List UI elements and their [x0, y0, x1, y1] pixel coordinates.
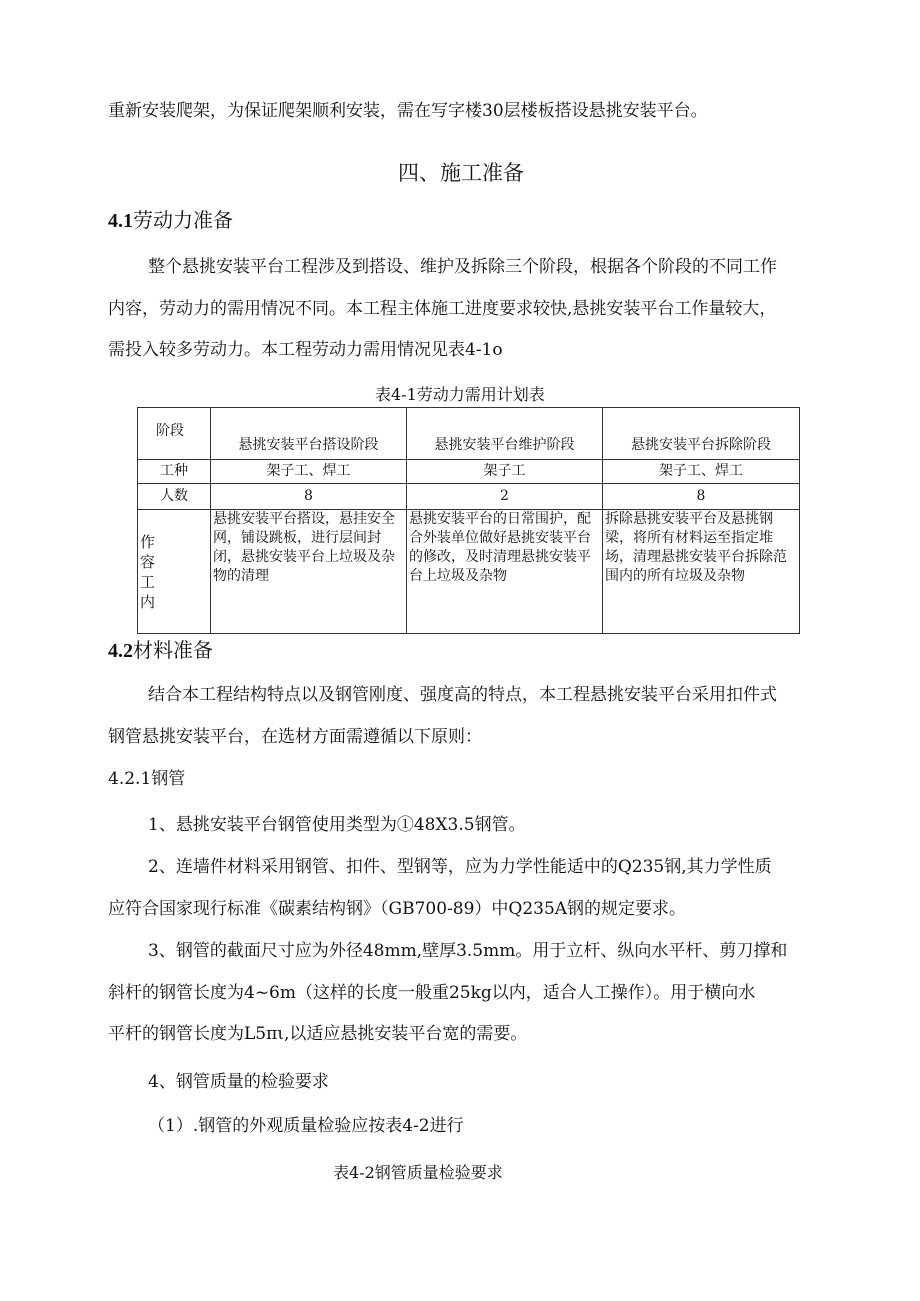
- row-label-count: 人数: [138, 484, 211, 510]
- heading-4-2: [108, 638, 213, 663]
- paragraph-line: 内容，劳动力的需用情况不同。本工程主体施工进度要求较快,悬挑安装平台工作量较大，: [108, 299, 777, 319]
- list-item: 3、钢管的截面尺寸应为外径48mm,壁厚3.5mm。用于立杆、纵向水平杆、剪刀撑和: [148, 941, 788, 961]
- table-row: [138, 460, 800, 484]
- row-label-content: 作容工内: [140, 532, 156, 611]
- table-cell: 悬挑安装平台拆除阶段: [603, 408, 800, 460]
- row-label-stage: 阶段: [138, 408, 211, 460]
- table-cell: 悬挑安装平台的日常围护，配合外装单位做好悬挑安装平台的修改，及时清理悬挑安装平台上垃圾及杂物: [407, 510, 603, 634]
- row-label-content-cell: [138, 510, 211, 634]
- table-cell: 悬挑安装平台搭设，悬挂安全网，铺设跳板，进行层间封闭，悬挑安装平台上垃圾及杂物的清理: [211, 510, 407, 634]
- heading-number: 4.1: [108, 210, 133, 232]
- table-cell: 8: [603, 484, 800, 510]
- table-cell: 悬挑安装平台维护阶段: [407, 408, 603, 460]
- section-title: 四、施工准备: [398, 161, 524, 185]
- labor-plan-table: [137, 407, 800, 634]
- table-caption: 表4-2钢管质量检验要求: [333, 1163, 503, 1182]
- list-item-continuation: 应符合国家现行标准《碳素结构钢》（GB700-89）中Q235A钢的规定要求。: [108, 899, 687, 919]
- table-row: [138, 510, 800, 634]
- heading-number: 4.2: [108, 640, 133, 662]
- paragraph-line: 需投入较多劳动力。本工程劳动力需用情况见表4-1o: [108, 340, 503, 360]
- list-item: 4、钢管质量的检验要求: [148, 1072, 329, 1092]
- list-item: 2、连墙件材料采用钢管、扣件、型钢等，应为力学性能适中的Q235钢,其力学性质: [148, 857, 772, 877]
- list-item-continuation: 平杆的钢管长度为L5πι,以适应悬挑安装平台宽的需要。: [108, 1024, 528, 1044]
- subheading-4-2-1: 4.2.1钢管: [108, 769, 186, 789]
- table-cell: 架子工、焊工: [211, 460, 407, 484]
- table-cell: 架子工: [407, 460, 603, 484]
- paragraph-line: 钢管悬挑安装平台，在选材方面需遵循以下原则：: [108, 727, 482, 747]
- row-label-trade: 工种: [138, 460, 211, 484]
- paragraph-line: 结合本工程结构特点以及钢管刚度、强度高的特点，本工程悬挑安装平台采用扣件式: [148, 685, 777, 705]
- table-cell: 拆除悬挑安装平台及悬挑钢梁，将所有材料运至指定堆场，清理悬挑安装平台拆除范围内的所有垃圾及杂物: [603, 510, 800, 634]
- list-subitem: （1）.钢管的外观质量检验应按表4-2进行: [148, 1116, 464, 1136]
- table-caption: 表4-1劳动力需用计划表: [375, 385, 545, 404]
- heading-text: 劳动力准备: [133, 208, 233, 232]
- table-cell: 2: [407, 484, 603, 510]
- list-item: 1、悬挑安装平台钢管使用类型为①48X3.5钢管。: [148, 815, 526, 835]
- heading-text: 材料准备: [133, 638, 213, 662]
- heading-4-1: [108, 208, 233, 233]
- list-item-continuation: 斜杆的钢管长度为4~6m（这样的长度一般重25kg以内，适合人工操作）。用于横向水: [108, 983, 756, 1003]
- table-row: [138, 408, 800, 460]
- table-cell: 8: [211, 484, 407, 510]
- table-cell: 悬挑安装平台搭设阶段: [211, 408, 407, 460]
- paragraph-line: 整个悬挑安装平台工程涉及到搭设、维护及拆除三个阶段，根据各个阶段的不同工作: [148, 257, 777, 277]
- intro-line: 重新安装爬架，为保证爬架顺利安装，需在写字楼30层楼板搭设悬挑安装平台。: [108, 101, 708, 121]
- table-row: [138, 484, 800, 510]
- table-cell: 架子工、焊工: [603, 460, 800, 484]
